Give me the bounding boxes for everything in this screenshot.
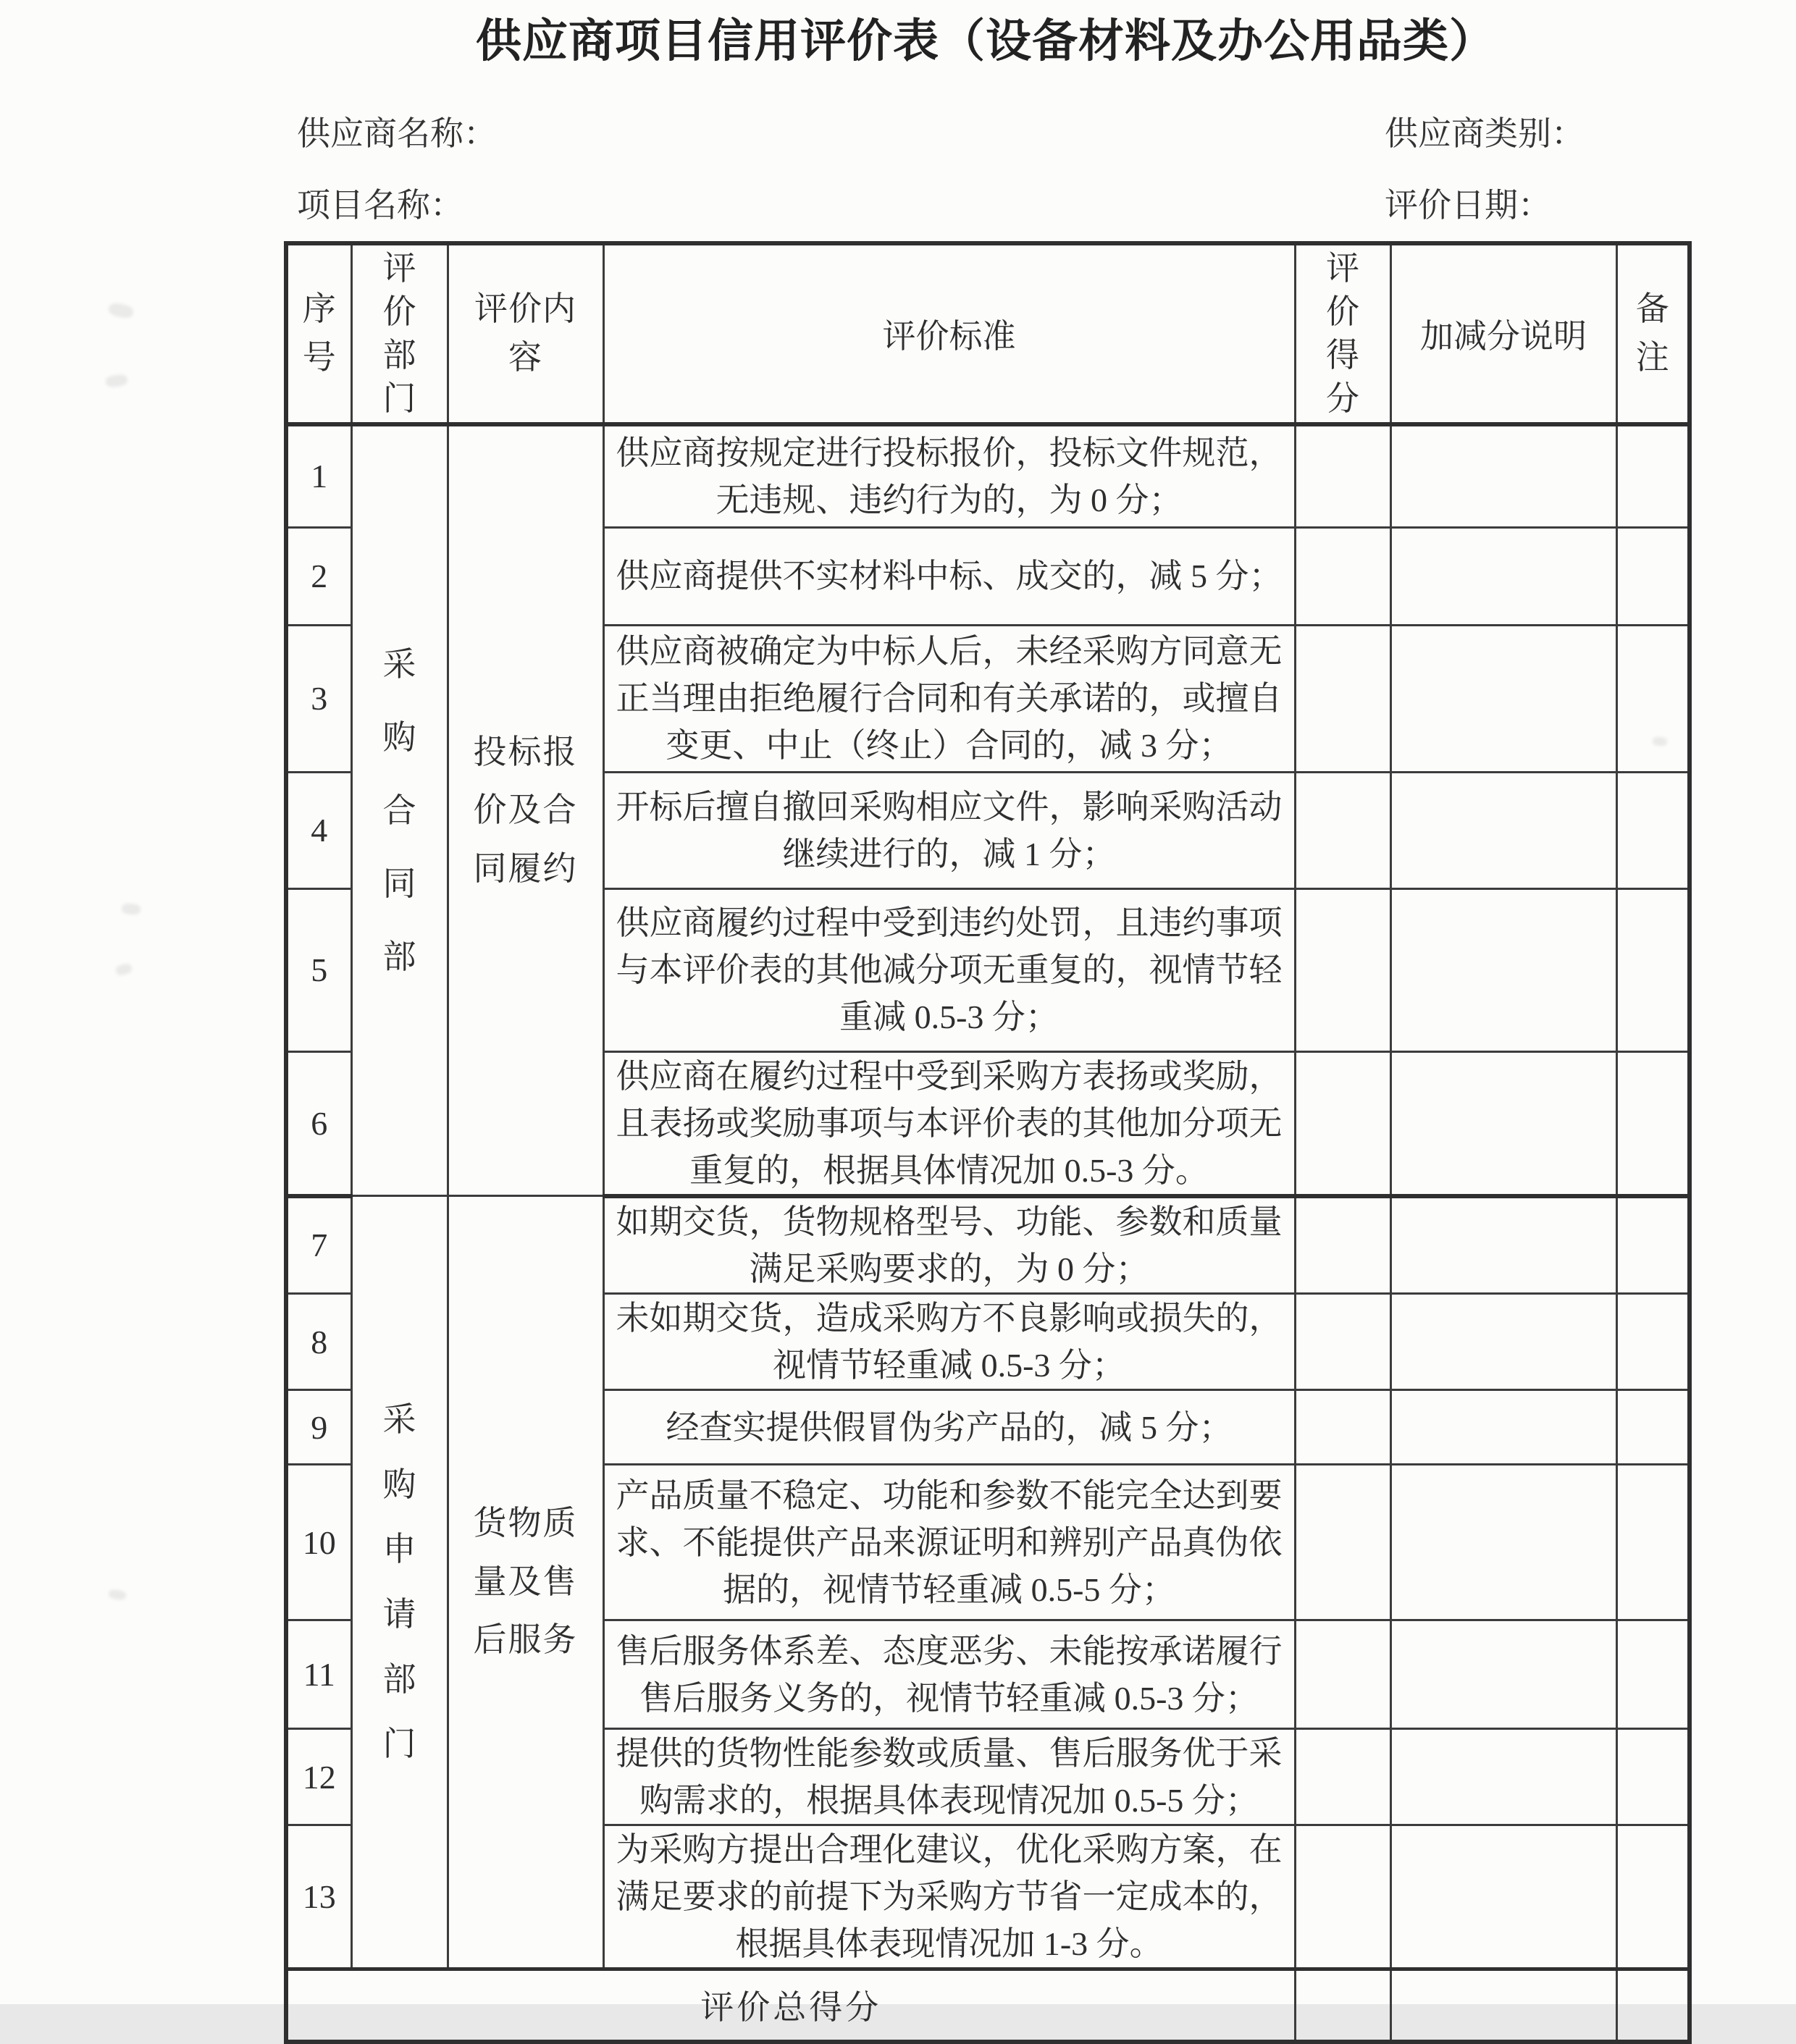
- header-no: [286, 243, 351, 424]
- criteria-cell: 经查实提供假冒伪劣产品的，减 5 分；: [603, 1390, 1295, 1465]
- scan-artifact: [115, 962, 133, 976]
- scan-artifact: [1653, 736, 1668, 746]
- dept-text: 采购申请部门: [382, 1400, 416, 1763]
- score-cell: [1295, 1196, 1390, 1294]
- row-number: 2: [286, 527, 351, 625]
- row-number: 10: [286, 1465, 351, 1620]
- total-score-row: [286, 1969, 1690, 2042]
- scan-artifact: [108, 1589, 127, 1601]
- total-adjust-cell: [1390, 1969, 1616, 2042]
- remark-cell: [1616, 527, 1690, 625]
- scan-artifact: [121, 903, 140, 915]
- row-number: 3: [286, 625, 351, 772]
- remark-cell: [1616, 1294, 1690, 1390]
- row-number: 12: [286, 1729, 351, 1825]
- page-title: 供应商项目信用评价表（设备材料及办公用品类）: [476, 16, 1495, 67]
- total-score-cell: [1295, 1969, 1390, 2042]
- dept-cell-request: [351, 1196, 448, 1969]
- header-row: [286, 243, 1690, 424]
- header-dept-text: 评价部门: [382, 250, 416, 417]
- score-cell: [1295, 772, 1390, 888]
- scan-artifact: [105, 374, 128, 388]
- row-number: 7: [286, 1196, 351, 1294]
- score-cell: [1295, 424, 1390, 527]
- dept-cell-contract: [351, 424, 448, 1196]
- criteria-cell: 开标后擅自撤回采购相应文件，影响采购活动继续进行的，减 1 分；: [603, 772, 1295, 888]
- row-number: 1: [286, 424, 351, 527]
- row-number: 8: [286, 1294, 351, 1390]
- header-criteria: 评价标准: [603, 243, 1295, 424]
- criteria-cell: 供应商提供不实材料中标、成交的，减 5 分；: [603, 527, 1295, 625]
- content-cell-bidding: [448, 424, 603, 1196]
- adjust-cell: [1390, 888, 1616, 1051]
- content-text: 投标报价及合同履约: [473, 733, 578, 887]
- adjust-cell: [1390, 527, 1616, 625]
- row-number: 13: [286, 1825, 351, 1969]
- score-cell: [1295, 1465, 1390, 1620]
- criteria-cell: 供应商在履约过程中受到采购方表扬或奖励，且表扬或奖励事项与本评价表的其他加分项无重复的，根据具体情况加 0.5-3 分。: [603, 1051, 1295, 1196]
- score-cell: [1295, 888, 1390, 1051]
- adjust-cell: [1390, 625, 1616, 772]
- remark-cell: [1616, 772, 1690, 888]
- header-adjust: 加减分说明: [1390, 243, 1616, 424]
- table-row: [286, 424, 1690, 527]
- remark-cell: [1616, 1729, 1690, 1825]
- header-dept: [351, 243, 448, 424]
- adjust-cell: [1390, 1294, 1616, 1390]
- row-number: 9: [286, 1390, 351, 1465]
- remark-cell: [1616, 888, 1690, 1051]
- header-remark: [1616, 243, 1690, 424]
- criteria-cell: 如期交货，货物规格型号、功能、参数和质量满足采购要求的，为 0 分；: [603, 1196, 1295, 1294]
- score-cell: [1295, 527, 1390, 625]
- header-score: [1295, 243, 1390, 424]
- project-name-label: 项目名称：: [297, 187, 463, 224]
- criteria-cell: 售后服务体系差、态度恶劣、未能按承诺履行售后服务义务的，视情节轻重减 0.5-3 分；: [603, 1620, 1295, 1729]
- total-remark-cell: [1616, 1969, 1690, 2042]
- criteria-cell: 提供的货物性能参数或质量、售后服务优于采购需求的，根据具体表现情况加 0.5-5 分；: [603, 1729, 1295, 1825]
- header-content: [448, 243, 603, 424]
- remark-cell: [1616, 1465, 1690, 1620]
- table-row: [286, 1196, 1690, 1294]
- dept-text: 采购合同部: [382, 645, 416, 976]
- score-cell: [1295, 625, 1390, 772]
- remark-cell: [1616, 1390, 1690, 1465]
- score-cell: [1295, 1390, 1390, 1465]
- header-remark-text: 备注: [1635, 290, 1669, 376]
- row-number: 4: [286, 772, 351, 888]
- score-cell: [1295, 1051, 1390, 1196]
- scan-artifact: [108, 302, 135, 320]
- adjust-cell: [1390, 1825, 1616, 1969]
- adjust-cell: [1390, 1465, 1616, 1620]
- remark-cell: [1616, 424, 1690, 527]
- supplier-type-label: 供应商类别：: [1385, 115, 1585, 152]
- remark-cell: [1616, 1620, 1690, 1729]
- adjust-cell: [1390, 1196, 1616, 1294]
- adjust-cell: [1390, 1729, 1616, 1825]
- eval-date-label: 评价日期：: [1385, 187, 1551, 224]
- criteria-cell: 供应商按规定进行投标报价，投标文件规范，无违规、违约行为的，为 0 分；: [603, 424, 1295, 527]
- supplier-name-label: 供应商名称：: [297, 115, 497, 152]
- adjust-cell: [1390, 1390, 1616, 1465]
- score-cell: [1295, 1825, 1390, 1969]
- adjust-cell: [1390, 424, 1616, 527]
- remark-cell: [1616, 1196, 1690, 1294]
- criteria-cell: 为采购方提出合理化建议，优化采购方案，在满足要求的前提下为采购方节省一定成本的，根据具体表现情况加 1-3 分。: [603, 1825, 1295, 1969]
- score-cell: [1295, 1294, 1390, 1390]
- score-cell: [1295, 1729, 1390, 1825]
- criteria-cell: 未如期交货，造成采购方不良影响或损失的，视情节轻重减 0.5-3 分；: [603, 1294, 1295, 1390]
- row-number: 6: [286, 1051, 351, 1196]
- row-number: 5: [286, 888, 351, 1051]
- evaluation-table: [284, 241, 1692, 2044]
- score-cell: [1295, 1620, 1390, 1729]
- header-score-text: 评价得分: [1326, 250, 1359, 417]
- criteria-cell: 产品质量不稳定、功能和参数不能完全达到要求、不能提供产品来源证明和辨别产品真伪依据的，视情节轻重减 0.5-5 分；: [603, 1465, 1295, 1620]
- content-text: 货物质量及售后服务: [473, 1505, 578, 1659]
- adjust-cell: [1390, 1620, 1616, 1729]
- header-no-text: 序号: [302, 290, 336, 376]
- remark-cell: [1616, 1825, 1690, 1969]
- remark-cell: [1616, 625, 1690, 772]
- content-cell-quality: [448, 1196, 603, 1969]
- criteria-cell: 供应商被确定为中标人后，未经采购方同意无正当理由拒绝履行合同和有关承诺的，或擅自变更、中止（终止）合同的，减 3 分；: [603, 625, 1295, 772]
- criteria-cell: 供应商履约过程中受到违约处罚，且违约事项与本评价表的其他减分项无重复的，视情节轻重减 0.5-3 分；: [603, 888, 1295, 1051]
- total-score-label: 评价总得分: [286, 1969, 1295, 2042]
- adjust-cell: [1390, 1051, 1616, 1196]
- remark-cell: [1616, 1051, 1690, 1196]
- row-number: 11: [286, 1620, 351, 1729]
- adjust-cell: [1390, 772, 1616, 888]
- header-content-text: 评价内容: [474, 290, 576, 376]
